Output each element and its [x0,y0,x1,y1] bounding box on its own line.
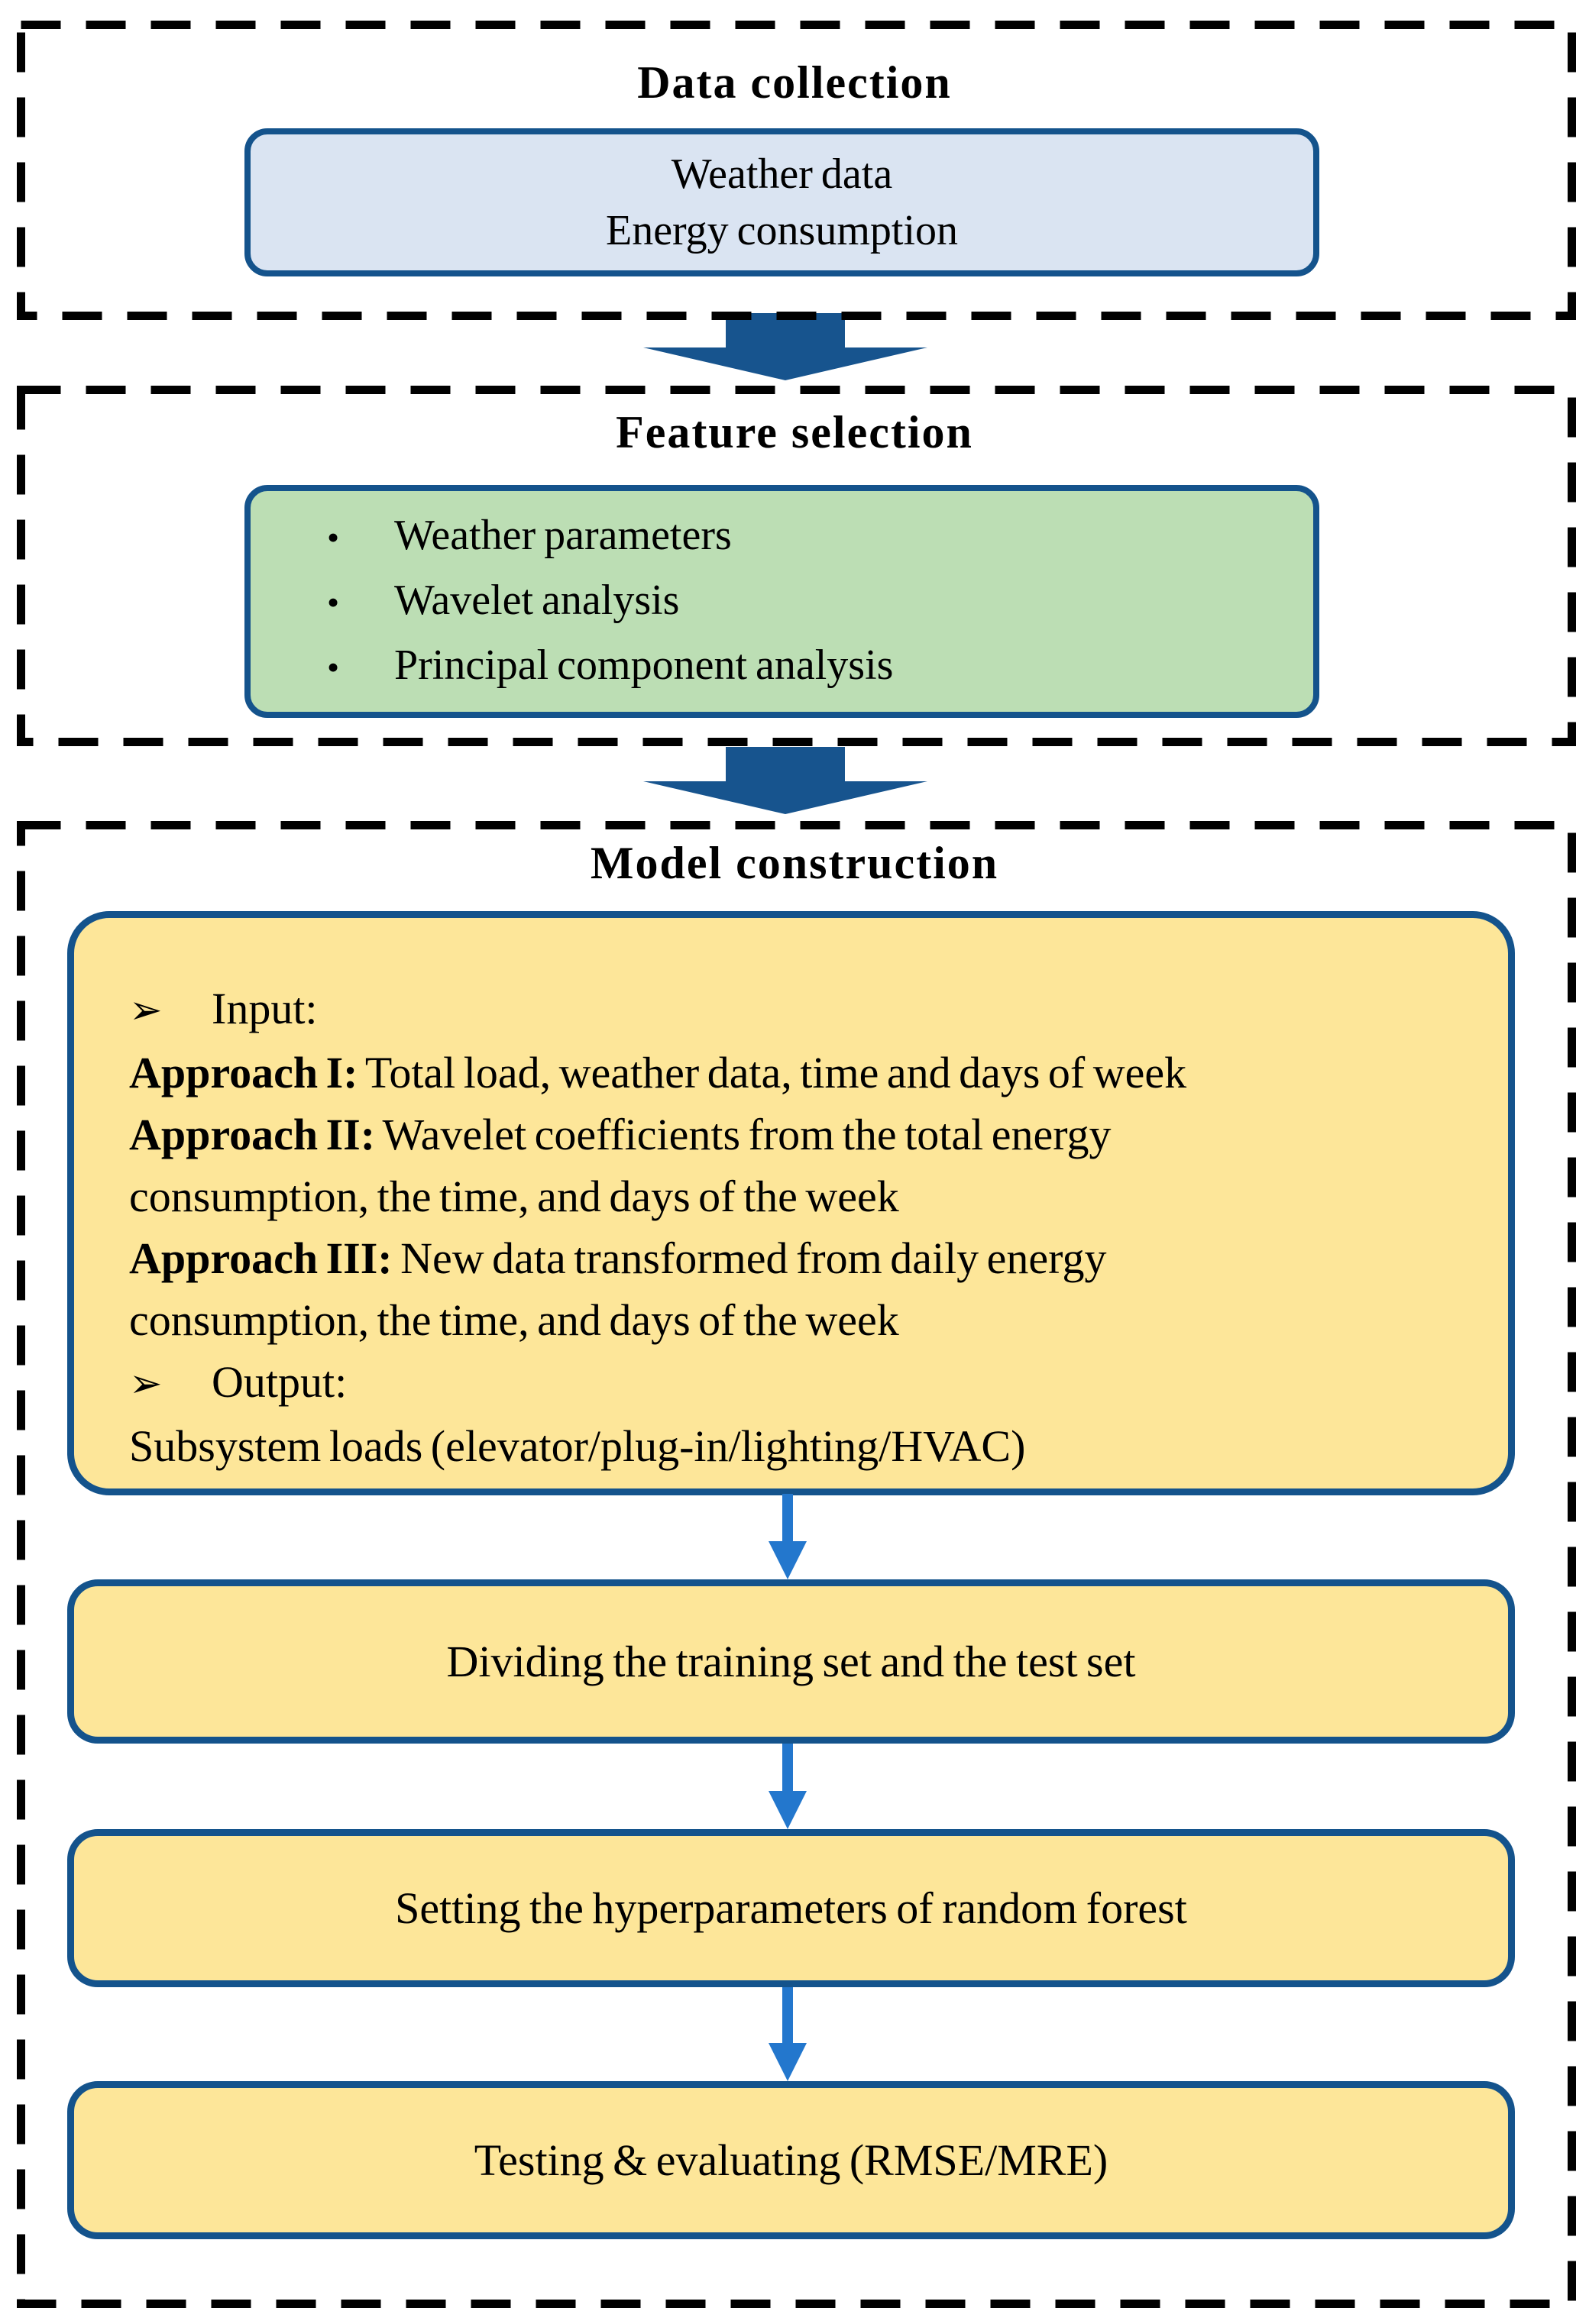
section-down-arrow-icon [643,313,927,380]
approach-3-label: Approach III: [129,1233,393,1283]
model-input-output-box [67,911,1515,1495]
hyperparameters-label: Setting the hyperparameters of random forest [395,1883,1187,1933]
io-line-approach-1 [129,1042,1477,1104]
feature-bullet-label: Weather parameters [394,512,732,559]
approach-2-text: Wavelet coefficients from the total energy [375,1110,1112,1159]
io-line-subsystem-loads [129,1415,1477,1477]
dividing-sets-box [67,1579,1515,1744]
approach-2-continuation: consumption, the time, and days of the week [129,1172,899,1221]
subsystem-loads-text: Subsystem loads (elevator/plug-in/lighting/HVAC) [129,1421,1026,1471]
flow-arrow-icon [769,1744,807,1829]
approach-3-continuation: consumption, the time, and days of the week [129,1295,899,1345]
approach-3-text: New data transformed from daily energy [392,1233,1107,1283]
io-line-output [129,1351,1477,1415]
data-collection-title: Data collection [637,57,952,108]
weather-data-line: Weather data [671,150,893,198]
weather-energy-data-box [244,128,1319,276]
bullet-icon: • [327,648,340,687]
feature-bullet-pca [251,641,1313,692]
energy-consumption-line: Energy consumption [605,207,959,254]
io-line-input [129,978,1477,1042]
flow-arrow-icon [769,1987,807,2081]
feature-selection-box [244,485,1319,718]
arrow-bullet-icon: ➢ [129,1362,163,1406]
feature-bullet-weather-parameters [251,511,1313,562]
output-label: Output: [212,1357,348,1407]
io-line-approach-3-cont [129,1289,1477,1351]
arrow-bullet-icon: ➢ [129,989,163,1033]
approach-1-text: Total load, weather data, time and days of week [358,1048,1187,1097]
feature-bullet-wavelet-analysis [251,576,1313,627]
flow-arrow-icon [769,1494,807,1579]
dividing-sets-label: Dividing the training set and the test set [446,1637,1136,1686]
approach-2-label: Approach II: [129,1110,376,1159]
testing-evaluating-label: Testing & evaluating (RMSE/MRE) [474,2135,1108,2185]
hyperparameters-box [67,1829,1515,1987]
feature-selection-title: Feature selection [616,407,973,457]
io-line-approach-2-cont [129,1165,1477,1227]
section-down-arrow-icon [643,747,927,814]
testing-evaluating-box [67,2081,1515,2239]
approach-1-label: Approach I: [129,1048,358,1097]
io-line-approach-3 [129,1227,1477,1289]
bullet-icon: • [327,583,340,622]
io-line-approach-2 [129,1104,1477,1165]
bullet-icon: • [327,518,340,557]
model-construction-title: Model construction [590,838,999,888]
feature-bullet-label: Wavelet analysis [394,577,680,624]
feature-bullet-label: Principal component analysis [394,642,894,689]
input-label: Input: [212,984,318,1033]
